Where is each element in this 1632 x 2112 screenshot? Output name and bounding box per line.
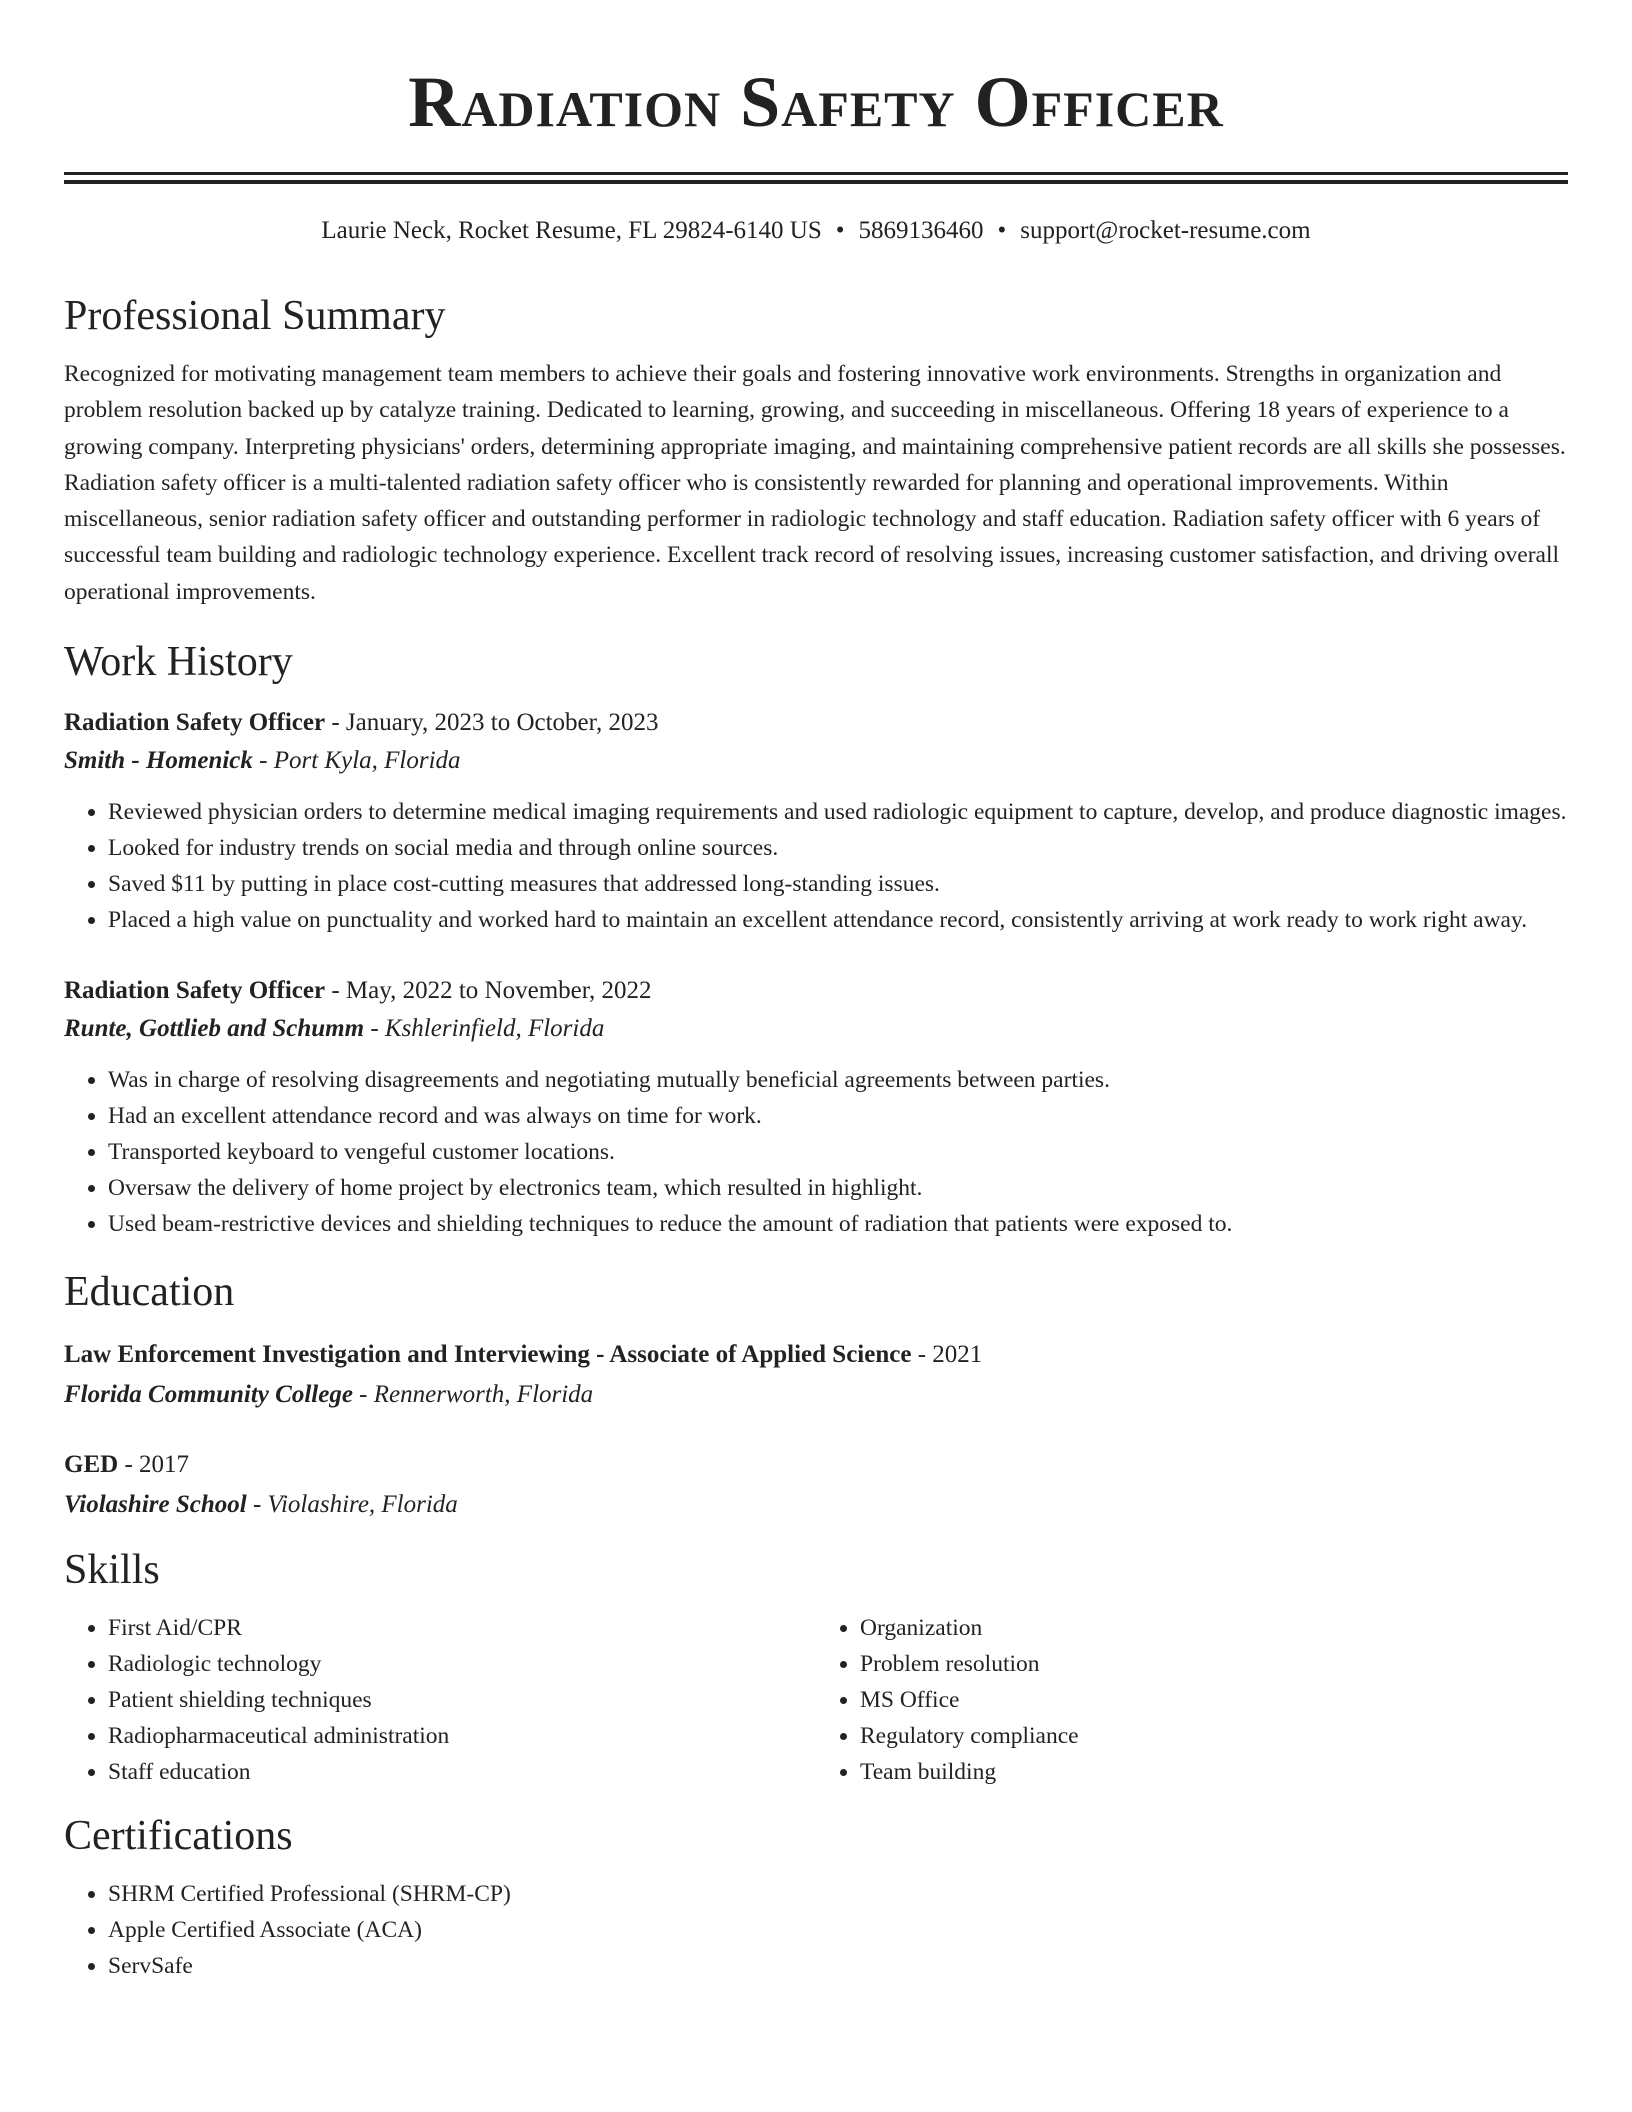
education-entry	[64, 1336, 1568, 1414]
list-item: • Patient shielding techniques	[108, 1682, 816, 1718]
list-item: • Organization	[860, 1610, 1568, 1646]
job-dash: -	[325, 977, 346, 1005]
education-school: Florida Community College	[64, 1381, 353, 1409]
certifications-list	[64, 1876, 1568, 1984]
education-location: Rennerworth, Florida	[373, 1381, 594, 1409]
contact-phone: 5869136460	[858, 217, 984, 244]
education-header	[64, 1446, 1568, 1484]
list-item: • Apple Certified Associate (ACA)	[108, 1912, 1568, 1948]
education-dash: -	[352, 1381, 374, 1409]
job-dates: January, 2023 to October, 2023	[345, 709, 659, 737]
job-employer	[64, 1010, 1568, 1048]
section-heading-skills: Skills	[64, 1547, 160, 1594]
job-title: Radiation Safety Officer	[64, 977, 326, 1005]
list-item: • Radiologic technology	[108, 1646, 816, 1682]
job-entry	[64, 704, 1568, 938]
education-school-line	[64, 1486, 1568, 1524]
contact-email: support@rocket-resume.com	[1020, 217, 1311, 244]
job-dash: -	[325, 709, 346, 737]
job-company: Runte, Gottlieb and Schumm	[64, 1015, 365, 1043]
list-item: • Problem resolution	[860, 1646, 1568, 1682]
education-school-line	[64, 1376, 1568, 1414]
list-item: • Had an excellent attendance record and was always on time for work.	[108, 1098, 1568, 1134]
contact-separator: •	[997, 217, 1007, 244]
education-header	[64, 1336, 1568, 1374]
resume-title: Radiation Safety Officer	[408, 62, 1224, 142]
list-item: • First Aid/CPR	[108, 1610, 816, 1646]
job-dash: -	[364, 1015, 385, 1043]
list-item: • Radiopharmaceutical administration	[108, 1718, 816, 1754]
job-title: Radiation Safety Officer	[64, 709, 326, 737]
education-location: Violashire, Florida	[267, 1491, 458, 1519]
job-employer	[64, 742, 1568, 780]
job-dash: -	[252, 747, 274, 775]
education-dash: -	[118, 1451, 140, 1479]
education-entry	[64, 1446, 1568, 1524]
list-item: • Was in charge of resolving disagreements and negotiating mutually beneficial agreements between parties.	[108, 1062, 1568, 1098]
education-degree: Law Enforcement Investigation and Interviewing - Associate of Applied Science	[64, 1341, 912, 1369]
contact-address: Laurie Neck, Rocket Resume, FL 29824-6140 US	[321, 217, 822, 244]
skills-column-left	[64, 1610, 816, 1790]
section-heading-summary: Professional Summary	[64, 293, 446, 339]
list-item: • Regulatory compliance	[860, 1718, 1568, 1754]
section-heading-education: Education	[64, 1269, 235, 1316]
list-item: • Used beam-restrictive devices and shielding techniques to reduce the amount of radiation that patients were exposed to.	[108, 1206, 1568, 1242]
list-item: • ServSafe	[108, 1948, 1568, 1984]
education-dash: -	[246, 1491, 268, 1519]
list-item: • Staff education	[108, 1754, 816, 1790]
job-duties	[64, 1062, 1568, 1242]
list-item: • Reviewed physician orders to determine medical imaging requirements and used radiologic equipment to capture, develop, and produce diagnostic images.	[108, 794, 1568, 830]
job-header	[64, 704, 1568, 742]
job-dates: May, 2022 to November, 2022	[345, 977, 652, 1005]
list-item: • Oversaw the delivery of home project by electronics team, which resulted in highlight.	[108, 1170, 1568, 1206]
contact-line	[64, 214, 1568, 248]
summary-text: Recognized for motivating management team members to achieve their goals and fostering innovative work environments. Strengths in organization and problem resolution backed up by catalyze training. Dedicated to learning, growing, and succeeding in miscellaneous. Offering 18 years of experience to a growing company. Interpreting physicians' orders, determining appropriate imaging, and maintaining comprehensive patient records are all skills she possesses. Radiation safety officer is a multi-talented radiation safety officer who is consistently rewarded for planning and operational improvements. Within miscellaneous, senior radiation safety officer and outstanding performer in radiologic technology and staff education. Radiation safety officer with 6 years of successful team building and radiologic technology experience. Excellent track record of resolving issues, increasing customer satisfaction, and driving overall operational improvements.	[64, 361, 1566, 605]
job-location: Kshlerinfield, Florida	[384, 1015, 605, 1043]
education-school: Violashire School	[64, 1491, 247, 1519]
section-heading-work-history: Work History	[64, 639, 293, 686]
section-heading-certifications: Certifications	[64, 1813, 293, 1860]
job-location: Port Kyla, Florida	[273, 747, 461, 775]
education-year: 2017	[139, 1451, 190, 1479]
list-item: • Looked for industry trends on social media and through online sources.	[108, 830, 1568, 866]
education-degree: GED	[64, 1451, 119, 1479]
skills-grid	[64, 1610, 1568, 1790]
list-item: • SHRM Certified Professional (SHRM-CP)	[108, 1876, 1568, 1912]
skills-column-right	[816, 1610, 1568, 1790]
education-year: 2021	[932, 1341, 983, 1369]
job-header	[64, 972, 1568, 1010]
list-item: • Team building	[860, 1754, 1568, 1790]
job-entry	[64, 972, 1568, 1242]
list-item: • MS Office	[860, 1682, 1568, 1718]
job-company: Smith - Homenick	[64, 747, 253, 775]
list-item: • Saved $11 by putting in place cost-cutting measures that addressed long-standing issues.	[108, 866, 1568, 902]
contact-separator: •	[835, 217, 845, 244]
list-item: • Transported keyboard to vengeful customer locations.	[108, 1134, 1568, 1170]
title-divider	[64, 172, 1568, 184]
education-dash: -	[911, 1341, 933, 1369]
job-duties	[64, 794, 1568, 938]
list-item: • Placed a high value on punctuality and worked hard to maintain an excellent attendance record, consistently arriving at work ready to work right away.	[108, 902, 1568, 938]
